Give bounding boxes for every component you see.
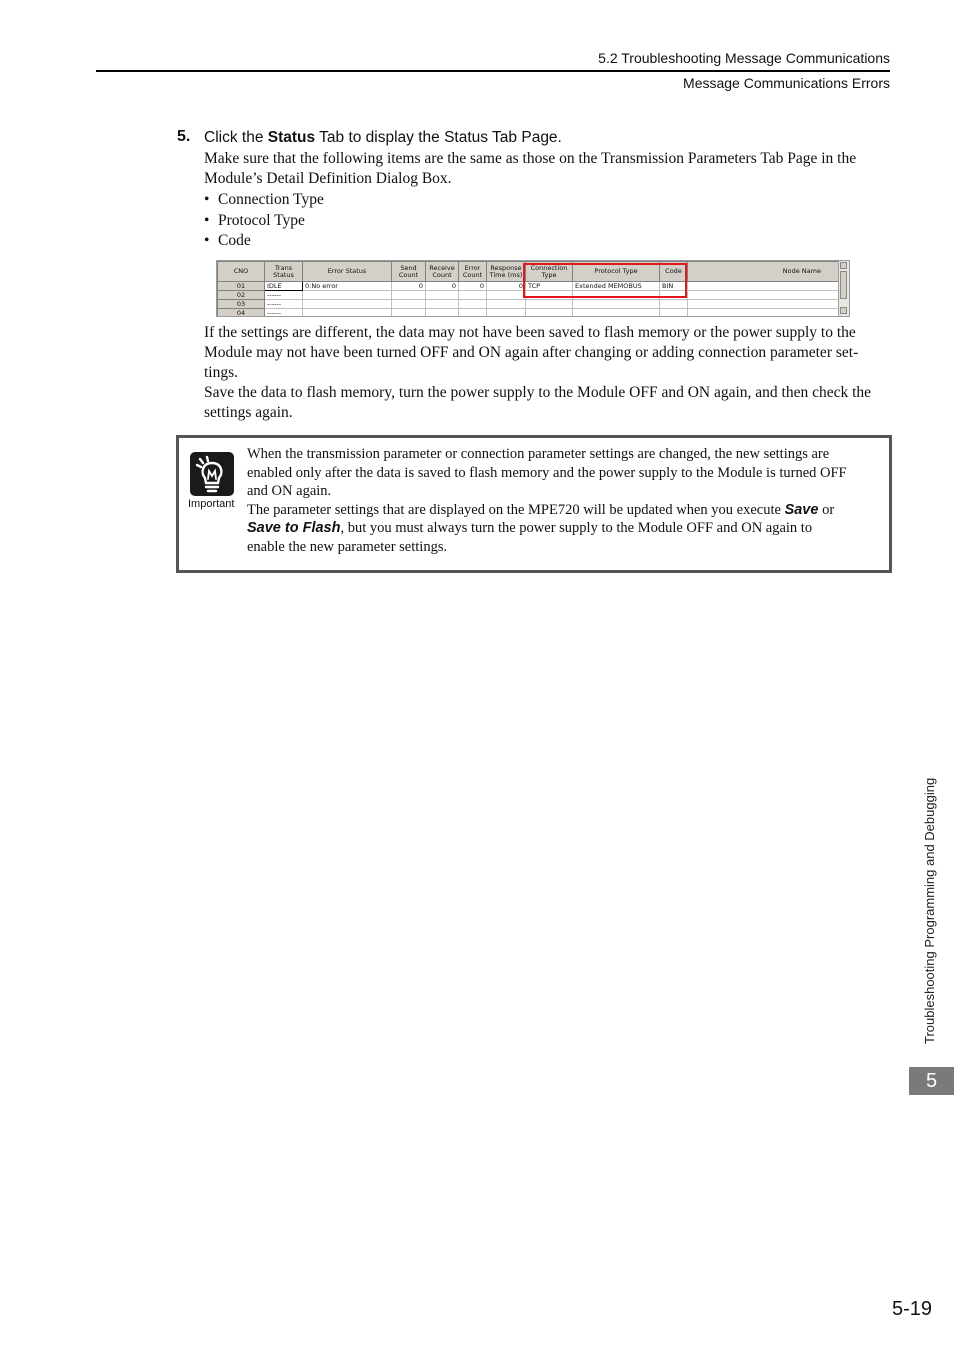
important-label: Important [188,498,235,510]
chapter-tab: 5 [909,1067,954,1095]
cell-trans-status[interactable]: ------ [265,300,303,309]
important-text: When the transmission parameter or connection parameter settings are changed, the new settings are enabled only after the data is saved to flash memory and the power supply to the Module is turned OFF and ON again. The parameter settings that are displayed on the MPE720 will be updated when you execute Save or Save to Flash, but you must always turn the power supply to the Module OFF and ON again to enable the new parameter settings. [247,446,847,555]
cell-node-name[interactable] [688,300,842,309]
list-item: • Connection Type [204,190,324,211]
cell-receive-count[interactable] [426,300,459,309]
cell-cno: 04 [218,309,265,318]
cell-response-time[interactable]: 0 [487,282,526,291]
cell-code[interactable]: BIN [660,282,688,291]
cell-receive-count[interactable]: 0 [426,282,459,291]
vertical-scrollbar[interactable] [838,261,849,316]
scrollbar-thumb[interactable] [840,271,847,299]
cell-code[interactable] [660,309,688,318]
cell-trans-status[interactable]: IDLE [265,282,303,291]
check-items-list [204,190,324,252]
cell-error-status[interactable] [303,291,392,300]
scroll-down-arrow-icon[interactable] [840,307,847,314]
cell-error-count[interactable] [459,300,487,309]
cell-protocol-type[interactable]: Extended MEMOBUS [573,282,660,291]
chapter-side-title: Troubleshooting Programming and Debugging [922,777,937,1044]
step-intro: Make sure that the following items are the same as those on the Transmission Parameters Tab Page in the Module’s Detail Definition Dialog Box. [204,150,857,187]
col-trans-status[interactable]: Trans Status [265,262,303,282]
cell-error-status[interactable] [303,300,392,309]
cell-error-status[interactable] [303,309,392,318]
cell-node-name[interactable] [688,291,842,300]
cell-cno: 02 [218,291,265,300]
table-row[interactable] [218,300,842,309]
list-item: • Protocol Type [204,211,324,232]
header-rule [96,70,890,72]
cell-connection-type[interactable]: TCP [526,282,573,291]
step-instruction: Click the Status Tab to display the Status Tab Page. [204,129,562,146]
header-section-title: 5.2 Troubleshooting Message Communications [598,50,890,66]
cell-connection-type[interactable] [526,300,573,309]
highlight-box [523,263,687,298]
col-protocol-type[interactable]: Protocol Type [573,262,660,282]
cell-connection-type[interactable] [526,309,573,318]
step-number: 5. [177,128,191,145]
page-number: 5-19 [891,1298,932,1320]
cell-trans-status[interactable]: ------ [265,309,303,318]
col-send-count[interactable]: Send Count [392,262,426,282]
status-tab-term: Status [267,129,316,146]
col-error-count[interactable]: Error Count [459,262,487,282]
cell-error-count[interactable]: 0 [459,282,487,291]
cell-code[interactable] [660,300,688,309]
cell-error-status[interactable]: 0:No error [303,282,392,291]
table-row[interactable] [218,309,842,318]
cell-send-count[interactable] [392,300,426,309]
cell-protocol-type[interactable] [573,309,660,318]
cell-send-count[interactable]: 0 [392,282,426,291]
save-to-flash-command: Save to Flash [247,520,341,537]
col-error-status[interactable]: Error Status [303,262,392,282]
important-bulb-icon [190,452,234,496]
col-code[interactable]: Code [660,262,688,282]
cell-send-count[interactable] [392,309,426,318]
col-connection-type[interactable]: Connection Type [526,262,573,282]
cell-response-time[interactable] [487,309,526,318]
col-node-name[interactable]: Node Name [688,262,842,282]
cell-node-name[interactable] [688,309,842,318]
list-item: • Code [204,231,324,252]
cell-cno: 01 [218,282,265,291]
cell-error-count[interactable] [459,291,487,300]
cell-protocol-type[interactable] [573,300,660,309]
save-command: Save [784,501,819,518]
col-response-time[interactable]: Response Time (ms) [487,262,526,282]
scroll-up-arrow-icon[interactable] [840,262,847,269]
col-cno[interactable]: CNO [218,262,265,282]
cell-receive-count[interactable] [426,309,459,318]
cell-cno: 03 [218,300,265,309]
cell-node-name[interactable] [688,282,842,291]
cell-trans-status[interactable]: ------ [265,291,303,300]
cell-send-count[interactable] [392,291,426,300]
cell-response-time[interactable] [487,300,526,309]
cell-response-time[interactable] [487,291,526,300]
cell-error-count[interactable] [459,309,487,318]
header-subsection-title: Message Communications Errors [683,75,890,91]
cell-receive-count[interactable] [426,291,459,300]
settings-note: If the settings are different, the data may not have been saved to flash memory or the power supply to the Module may not have been turned OFF and ON again after changing or adding connection parameter set- tings. Save the data to flash memory, turn the power supply to the Module OFF and ON again, and then check the settings again. [204,324,872,421]
col-receive-count[interactable]: Receive Count [426,262,459,282]
